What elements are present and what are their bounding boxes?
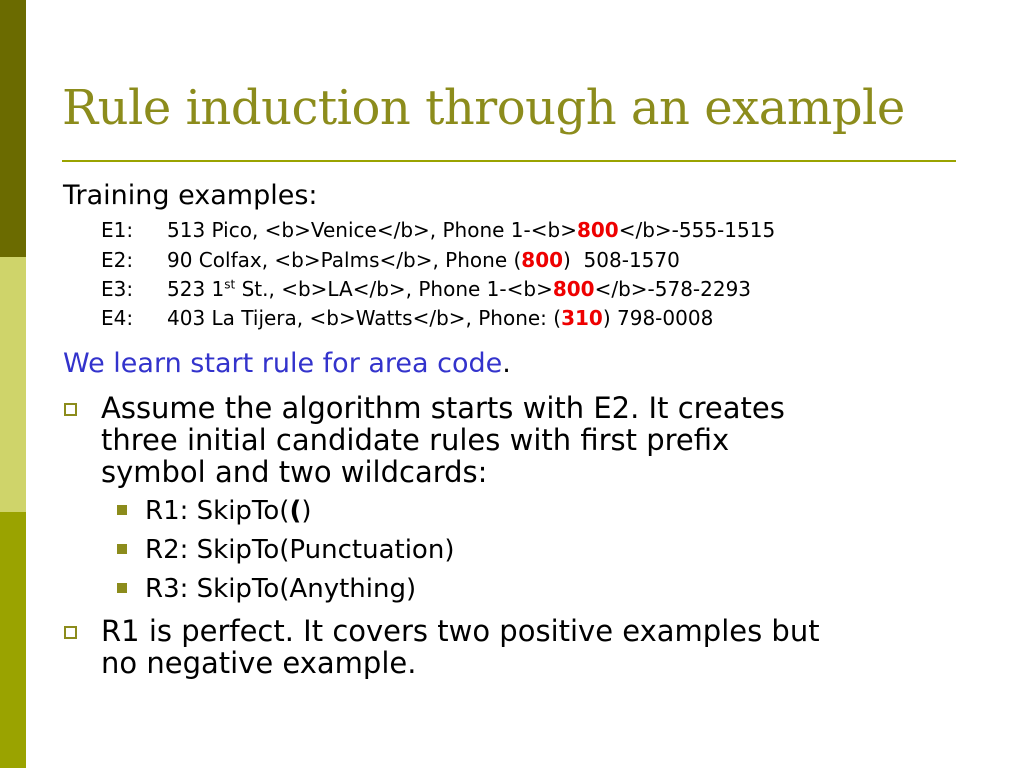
example-text: 513 Pico, <b>Venice</b>, Phone 1-<b> [167,218,577,242]
bullet-line: three initial candidate rules with first prefix [101,423,730,457]
example-row-e4 [101,306,713,330]
example-row-e2 [101,248,680,272]
example-text: St., <b>LA</b>, Phone 1-<b> [235,277,553,301]
area-code: 800 [576,218,619,242]
rule-bold-token: ( [289,496,302,526]
learn-period: . [502,348,511,379]
learn-line [63,348,511,379]
filled-square-bullet-icon [117,583,127,593]
example-id: E4: [101,306,134,330]
bullet-line: symbol and two wildcards: [101,455,488,489]
area-code: 310 [561,306,603,330]
example-text: 90 Colfax, <b>Palms</b>, Phone ( [167,248,522,272]
rule-item-r1 [117,496,311,526]
title-divider [62,160,956,162]
filled-square-bullet-icon [117,505,127,515]
rule-item-r2 [117,535,454,565]
example-text: </b>-578-2293 [594,277,752,301]
square-bullet-icon [64,403,77,416]
rule-text: ) [301,496,312,526]
example-row-e1 [101,218,775,242]
area-code: 800 [521,248,564,272]
bullet-line: R1 is perfect. It covers two positive examples but [101,614,820,648]
example-row-e3 [101,277,751,301]
bullet-line: Assume the algorithm starts with E2. It creates [101,391,785,425]
sidebar-band-middle [0,257,26,512]
bullet-r1-perfect [64,615,820,679]
example-text: </b>-555-1515 [618,218,776,242]
bullet-line: no negative example. [101,646,417,680]
example-text: 403 La Tijera, <b>Watts</b>, Phone: ( [167,306,562,330]
rule-text: R3: SkipTo(Anything) [145,574,417,604]
learn-text: We learn start rule for area code [63,348,503,379]
filled-square-bullet-icon [117,544,127,554]
example-id: E1: [101,218,134,242]
sidebar-band-bottom [0,512,26,768]
left-sidebar-bar [0,0,26,768]
example-id: E3: [101,277,134,301]
example-text: 523 1 [167,277,225,301]
slide-title: Rule induction through an example [62,80,905,136]
area-code: 800 [552,277,595,301]
bullet-assume [64,392,785,488]
rule-item-r3 [117,574,416,604]
training-heading: Training examples: [63,180,318,211]
example-text: ) 508-1570 [563,248,680,272]
ordinal-suffix: st [224,277,236,292]
sidebar-band-top [0,0,26,257]
example-id: E2: [101,248,134,272]
rule-text: R2: SkipTo(Punctuation) [145,535,455,565]
square-bullet-icon [64,626,77,639]
rule-text: R1: SkipTo( [145,496,290,526]
example-text: ) 798-0008 [602,306,714,330]
